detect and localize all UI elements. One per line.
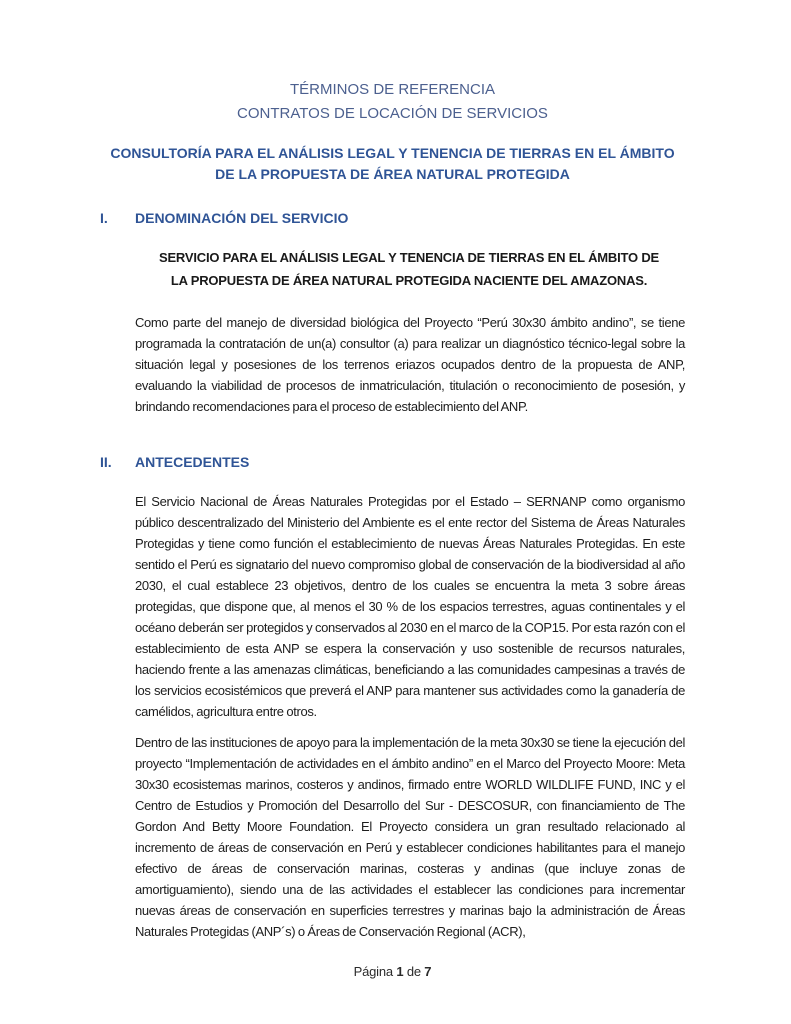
section-title-denominacion: DENOMINACIÓN DEL SERVICIO [135, 210, 349, 226]
section-heading-denominacion [100, 209, 685, 227]
section-numeral-denominacion: I. [100, 210, 108, 226]
paragraph-antecedentes-2: Dentro de las instituciones de apoyo para la implementación de la meta 30x30 se tiene la ejecución del proyecto “Implementación de actividades en el ámbito andino” en el Marco del Proyecto Moore: Meta 30x30 ecosistemas marinos, costeros y andinos, firmado entre WORLD WILDLIFE FUND, INC y el Centro de Estudios y Promoción del Desarrollo del Sur - DESCOSUR, con financiamiento de The Gordon And Betty Moore Foundation. El Proyecto considera un gran resultado relacionado al incremento de áreas de conservación en Perú y establecer condiciones habilitantes para el manejo efectivo de áreas de conservación marinas, costeras y andinas (que incluye zonas de amortiguamiento), siendo una de las actividades el establecer las condiciones para incrementar nuevas áreas de conservación en superficies terrestres y marinas bajo la administración de Áreas Naturales Protegidas (ANP´s) o Áreas de Conservación Regional (ACR), [135, 735, 685, 939]
section-heading-antecedentes [100, 453, 685, 471]
paragraph-denominacion: Como parte del manejo de diversidad biológica del Proyecto “Perú 30x30 ámbito andino”, se tiene programada la contratación de un(a) consultor (a) para realizar un diagnóstico técnico-legal sobre la situación legal y posesiones de los terrenos eriazos ocupados dentro de la propuesta de ANP, evaluando la viabilidad de procesos de inmatriculación, titulación o reconocimiento de posesión, y brindando recomendaciones para el proceso de establecimiento del ANP. [135, 315, 685, 414]
footer-page-number: 1 [396, 964, 404, 979]
document-title-line-2: CONTRATOS DE LOCACIÓN DE SERVICIOS [237, 105, 548, 122]
footer-total-pages: 7 [424, 964, 432, 979]
document-subtitle: CONSULTORÍA PARA EL ANÁLISIS LEGAL Y TENENCIA DE TIERRAS EN EL ÁMBITO DE LA PROPUESTA DE ÁREA NATURAL PROTEGIDA [110, 145, 675, 182]
footer-label: Página [353, 964, 393, 979]
paragraph-antecedentes-1: El Servicio Nacional de Áreas Naturales Protegidas por el Estado – SERNANP como organismo público descentralizado del Ministerio del Ambiente es el ente rector del Sistema de Áreas Naturales Protegidas y tiene como función el establecimiento de nuevas Áreas Naturales Protegidas. En este sentido el Perú es signatario del nuevo compromiso global de conservación de la biodiversidad al año 2030, el cual establece 23 objetivos, dentro de los cuales se encuentra la meta 3 sobre áreas protegidas, que dispone que, al menos el 30 % de los espacios terrestres, aguas continentales y el océano deberán ser protegidos y conservados al 2030 en el marco de la COP15. Por esta razón con el establecimiento de esta ANP se espera la conservación y uso sostenible de recursos naturales, haciendo frente a las amenazas climáticas, beneficiando a las comunidades campesinas a través de los servicios ecosistémicos que preverá el ANP para mantener sus actividades como la ganadería de camélidos, agricultura entre otros. [135, 494, 685, 719]
page-footer [100, 964, 685, 979]
section-numeral-antecedentes: II. [100, 454, 112, 470]
document-title-line-1: TÉRMINOS DE REFERENCIA [289, 81, 496, 98]
document-title [100, 78, 685, 126]
section-title-antecedentes: ANTECEDENTES [135, 454, 250, 470]
service-statement: SERVICIO PARA EL ANÁLISIS LEGAL Y TENENCIA DE TIERRAS EN EL ÁMBITO DE LA PROPUESTA DE ÁREA NATURAL PROTEGIDA NACIENTE DEL AMAZONAS. [158, 250, 660, 288]
footer-of-word: de [406, 964, 421, 979]
